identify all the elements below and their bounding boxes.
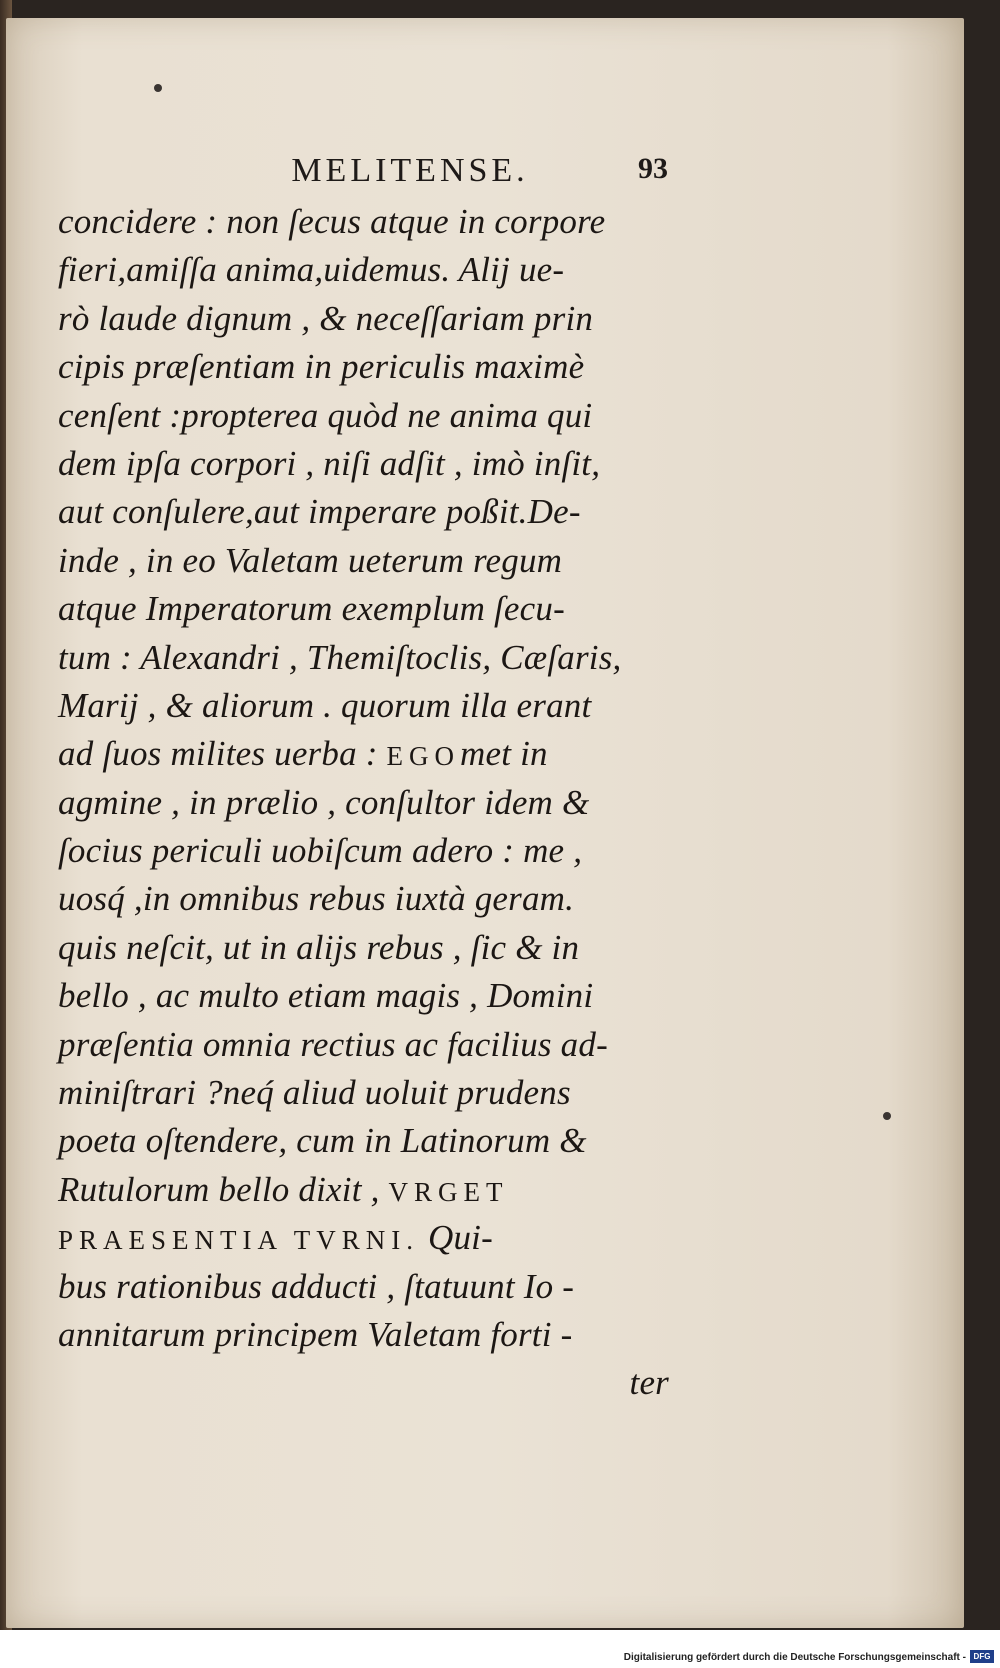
text-line: atque Imperatorum exemplum ſecu- (58, 589, 565, 629)
text-line (58, 1166, 673, 1214)
text-line: rò laude dignum , & neceſſariam prin (58, 298, 594, 338)
paper-spot (883, 1112, 891, 1120)
small-caps-text: VRGET (388, 1176, 509, 1207)
text-block (58, 198, 673, 1408)
text-line (58, 1214, 673, 1262)
text-line: miniſtrari ?neq́ aliud uoluit prudens (58, 1073, 571, 1113)
small-caps-text: EGO (386, 741, 461, 772)
text-line: concidere : non ſecus atque in corpore (58, 202, 606, 241)
digitization-credit: Digitalisierung gefördert durch die Deutsche Forschungsgemeinschaft - (623, 1652, 966, 1663)
text-line: Marij , & aliorum . quorum illa erant (58, 685, 592, 725)
running-head: MELITENSE. (291, 152, 529, 189)
text-line: bello , ac multo etiam magis , Domini (58, 976, 594, 1016)
small-caps-text: PRAESENTIA TVRNI. (58, 1225, 420, 1256)
text-line: cenſent :propterea quòd ne anima qui (58, 395, 593, 435)
text-line: agmine , in prælio , conſultor idem & (58, 782, 590, 822)
text-segment: Qui- (419, 1218, 493, 1258)
text-line: poeta oſtendere, cum in Latinorum & (58, 1121, 587, 1161)
paper-spot (154, 84, 162, 92)
text-line: dem ipſa corpori , niſi adſit , imò inſit, (58, 443, 601, 483)
text-segment: met in (460, 734, 548, 774)
dfg-logo: DFG (970, 1650, 994, 1663)
text-line: ſocius periculi uobiſcum adero : me , (58, 831, 583, 871)
text-segment: ad ſuos milites uerba : (58, 734, 387, 774)
text-line (58, 730, 673, 778)
page-number: 93 (638, 152, 668, 185)
text-line: quis neſcit, ut in alijs rebus , ſic & in (58, 927, 580, 967)
text-line: tum : Alexandri , Themiſtoclis, Cæſaris, (58, 637, 622, 677)
text-line: inde , in eo Valetam ueterum regum (58, 540, 563, 580)
text-segment: Rutulorum bello dixit , (58, 1169, 389, 1209)
text-line: ter (629, 1363, 669, 1403)
text-line: præſentia omnia rectius ac facilius ad- (58, 1024, 608, 1064)
text-line: uosq́ ,in omnibus rebus iuxtà geram. (58, 879, 575, 919)
text-line: annitarum principem Valetam forti - (58, 1314, 573, 1354)
text-line: bus rationibus adducti , ſtatuunt Io - (58, 1266, 575, 1306)
text-line: aut conſulere,aut imperare poßit.De- (58, 492, 581, 532)
text-line: fieri,amiſſa anima,uidemus. Alij ue- (58, 250, 565, 290)
text-line: cipis præſentiam in periculis maximè (58, 347, 585, 387)
